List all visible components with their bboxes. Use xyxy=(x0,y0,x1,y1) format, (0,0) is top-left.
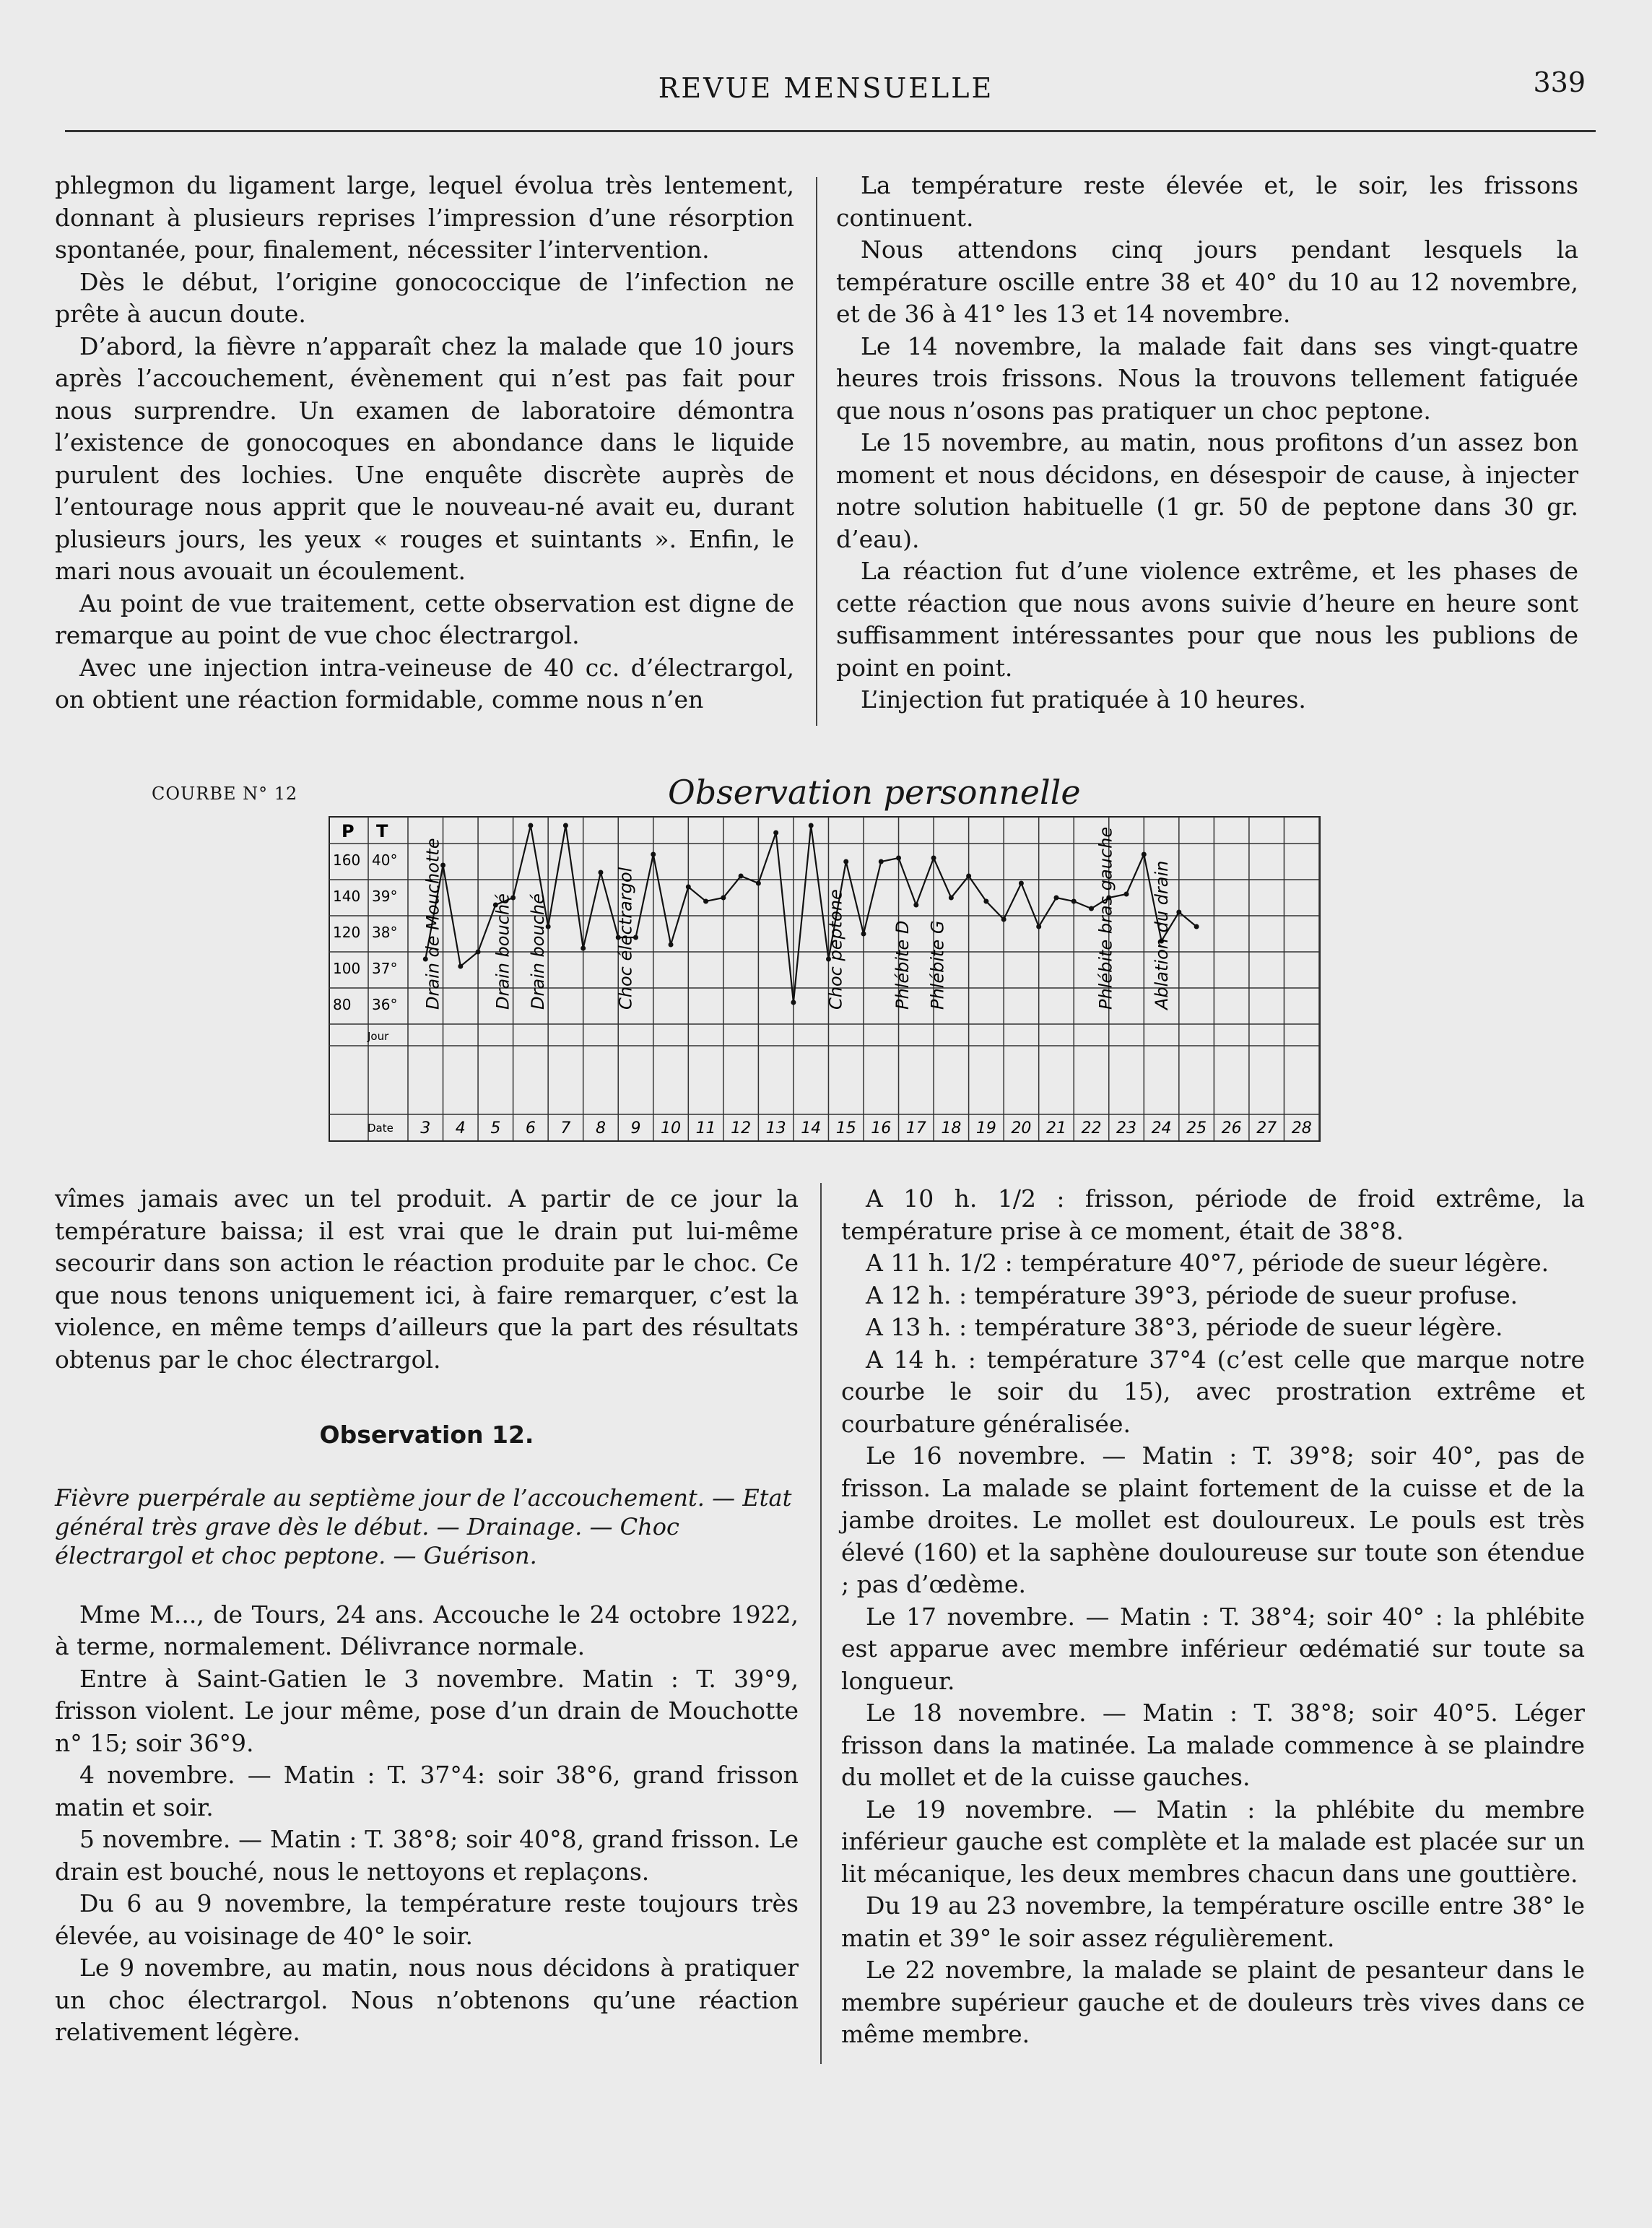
bottom-right-paragraph: A 10 h. 1/2 : frisson, période de froid extrême, la température prise à ce moment, était de 38°8. xyxy=(841,1184,1585,1245)
temperature-point xyxy=(756,881,761,886)
bottom-right-paragraph: Le 19 novembre. — Matin : la phlébite du membre inférieur gauche est complète et la malade est placée sur un lit mécanique, les deux membres chacun dans une gouttière. xyxy=(841,1795,1585,1888)
date-tick: 6 xyxy=(525,1119,536,1137)
column-separator-top xyxy=(816,177,817,726)
temperature-point xyxy=(598,870,603,875)
observation-heading: Observation 12. xyxy=(319,1421,534,1449)
bottom-right-paragraph: Du 19 au 23 novembre, la température oscille entre 38° le matin et 39° le soir assez régulièrement. xyxy=(841,1891,1585,1952)
date-tick: 26 xyxy=(1221,1119,1242,1137)
date-tick: 8 xyxy=(595,1119,606,1137)
date-tick: 3 xyxy=(420,1119,431,1137)
pulse-tick: 120 xyxy=(333,924,361,941)
temp-tick: 39° xyxy=(372,888,398,905)
temperature-point xyxy=(1001,917,1007,922)
top-left-paragraph: Au point de vue traitement, cette observation est digne de remarque au point de vue choc électrargol. xyxy=(55,589,794,649)
bottom-left-paragraph: 5 novembre. — Matin : T. 38°8; soir 40°8, grand frisson. Le drain est bouché, nous le nettoyons et replaçons. xyxy=(55,1825,799,1886)
chart-title: Observation personnelle xyxy=(668,773,1081,812)
temp-tick: 37° xyxy=(372,960,398,977)
bottom-left-paragraph: Du 6 au 9 novembre, la température reste toujours très élevée, au voisinage de 40° le soir. xyxy=(55,1889,799,1950)
date-label: Date xyxy=(368,1122,394,1135)
date-tick: 4 xyxy=(455,1119,466,1137)
bottom-left-paragraph: vîmes jamais avec un tel produit. A partir de ce jour la température baissa; il est vrai que le drain put lui-même secourir dans son action le réaction produite par le choc. Ce que nous tenons uniquement ici, à faire remarquer, c’est la violence, en même temps d’ailleurs que la part des résultats obtenus par le choc électrargol. xyxy=(55,1184,799,1374)
chart-annotation: Choc électrargol xyxy=(615,867,636,1010)
temperature-point xyxy=(476,950,481,955)
date-tick: 15 xyxy=(835,1119,856,1137)
header-rule xyxy=(65,130,1596,132)
top-left-column xyxy=(55,170,794,716)
top-right-paragraph: Le 14 novembre, la malade fait dans ses vingt-quatre heures trois frissons. Nous la trouvons tellement fatiguée que nous n’osons pas pratiquer un choc peptone. xyxy=(836,331,1578,425)
temperature-point xyxy=(686,885,691,890)
chart-number-label: COURBE N° 12 xyxy=(152,784,298,804)
top-left-paragraph: phlegmon du ligament large, lequel évolua très lentement, donnant à plusieurs reprises l’impression d’une résorption spontanée, pour, finalement, nécessiter l’intervention. xyxy=(55,171,794,264)
temperature-point xyxy=(703,899,708,904)
date-tick: 13 xyxy=(765,1119,786,1137)
date-tick: 25 xyxy=(1186,1119,1207,1137)
pulse-tick: 140 xyxy=(333,888,361,905)
temperature-point xyxy=(1036,924,1041,929)
pulse-tick: 80 xyxy=(333,996,352,1013)
bottom-right-paragraph: A 14 h. : température 37°4 (c’est celle que marque notre courbe le soir du 15), avec prostration extrême et courbature généralisée. xyxy=(841,1345,1585,1438)
bottom-left-paragraph: 4 novembre. — Matin : T. 37°4: soir 38°6, grand frisson matin et soir. xyxy=(55,1761,799,1821)
temperature-point xyxy=(931,856,936,861)
date-tick: 12 xyxy=(731,1119,752,1137)
bottom-right-paragraph: A 12 h. : température 39°3, période de sueur profuse. xyxy=(866,1280,1518,1309)
date-tick: 10 xyxy=(661,1119,682,1137)
temperature-point xyxy=(843,859,848,864)
temperature-point xyxy=(1019,881,1024,886)
date-tick: 17 xyxy=(905,1119,926,1137)
temperature-point xyxy=(983,899,988,904)
temp-header: T xyxy=(376,821,388,841)
temperature-point xyxy=(1053,896,1058,901)
temperature-point xyxy=(1142,852,1147,857)
temperature-point xyxy=(563,823,568,828)
temp-tick: 40° xyxy=(372,851,398,869)
bottom-left-paragraph: Le 9 novembre, au matin, nous nous décidons à pratiquer un choc électrargol. Nous n’obtenons qu’une réaction relativement légère. xyxy=(55,1954,799,2046)
bottom-right-paragraph: Le 16 novembre. — Matin : T. 39°8; soir 40°, pas de frisson. La malade se plaint fortement de la cuisse et de la jambe droites. Le mollet est douloureux. Le pouls est très élevé (160) et la saphène douloureuse sur toute son étendue ; pas d’œdème. xyxy=(841,1442,1585,1598)
bottom-right-paragraph: Le 17 novembre. — Matin : T. 38°4; soir 40° : la phlébite est apparue avec membre inférieur œdématié sur toute sa longueur. xyxy=(841,1602,1585,1695)
top-right-paragraph: Le 15 novembre, au matin, nous profitons d’un assez bon moment et nous décidons, en désespoir de cause, à injecter notre solution habituelle (1 gr. 50 de peptone dans 30 gr. d’eau). xyxy=(836,428,1578,553)
temperature-point xyxy=(669,942,674,948)
chart-annotation: Phlébite bras gauche xyxy=(1095,826,1116,1010)
chart-annotation: Ablation du drain xyxy=(1152,860,1173,1010)
temperature-point xyxy=(913,903,918,908)
page-number: 339 xyxy=(1533,66,1586,98)
top-right-column xyxy=(836,170,1578,716)
running-header: REVUE MENSUELLE xyxy=(658,72,994,104)
top-left-paragraph: Avec une injection intra-veineuse de 40 cc. d’électrargol, on obtient une réaction formidable, comme nous n’en xyxy=(55,653,794,714)
temperature-point xyxy=(651,852,656,857)
date-tick: 7 xyxy=(560,1119,571,1137)
date-tick: 22 xyxy=(1081,1119,1102,1137)
bottom-right-column xyxy=(841,1183,1585,2051)
column-separator-bottom xyxy=(820,1183,822,2064)
bottom-right-paragraph: A 11 h. 1/2 : température 40°7, période de sueur légère. xyxy=(866,1249,1549,1277)
top-left-paragraph: D’abord, la fièvre n’apparaît chez la malade que 10 jours après l’accouchement, évènement qui n’est pas fait pour nous surprendre. Un examen de laboratoire démontra l’existence de gonocoques en abondance dans le liquide purulent des lochies. Une enquête discrète auprès de l’entourage nous apprit que le nouveau-né avait eu, durant plusieurs jours, les yeux « rouges et suintants ». Enfin, le mari nous avouait un écoulement. xyxy=(55,331,794,585)
bottom-left-paragraph: Entre à Saint-Gatien le 3 novembre. Matin : T. 39°9, frisson violent. Le jour même, pose d’un drain de Mouchotte n° 15; soir 36°9. xyxy=(55,1664,799,1757)
temperature-point xyxy=(1176,910,1181,915)
chart-annotation: Drain bouché xyxy=(492,893,513,1010)
temp-tick: 36° xyxy=(372,996,398,1013)
date-tick: 11 xyxy=(695,1119,716,1137)
temperature-point xyxy=(721,896,726,901)
temperature-point xyxy=(966,874,971,879)
chart-annotation: Phlébite D xyxy=(892,920,913,1010)
temperature-point xyxy=(896,856,901,861)
chart-annotation: Drain de Mouchotte xyxy=(422,838,443,1010)
bottom-right-paragraph: A 13 h. : température 38°3, période de sueur légère. xyxy=(866,1313,1503,1341)
temperature-point xyxy=(861,932,866,937)
observation-subtitle: Fièvre puerpérale au septième jour de l’accouchement. — Etat général très grave dès le début. — Drainage. — Choc électrargol et choc peptone. — Guérison. xyxy=(55,1483,792,1569)
date-tick: 14 xyxy=(801,1119,822,1137)
date-tick: 20 xyxy=(1011,1119,1032,1137)
bottom-left-column xyxy=(55,1183,799,2049)
chart-annotation: Phlébite G xyxy=(927,920,948,1010)
date-tick: 18 xyxy=(941,1119,962,1137)
top-right-paragraph: La température reste élevée et, le soir, les frissons continuent. xyxy=(836,171,1578,232)
top-right-paragraph: Nous attendons cinq jours pendant lesquels la température oscille entre 38 et 40° du 10 au 12 novembre, et de 36 à 41° les 13 et 14 novembre. xyxy=(836,235,1578,328)
top-right-paragraph: La réaction fut d’une violence extrême, et les phases de cette réaction que nous avons suivie d’heure en heure sont suffisamment intéressantes pour que nous les publions de point en point. xyxy=(836,557,1578,682)
date-tick: 23 xyxy=(1116,1119,1137,1137)
temperature-point xyxy=(809,823,814,828)
top-left-paragraph: Dès le début, l’origine gonococcique de l’infection ne prête à aucun doute. xyxy=(55,267,794,328)
temp-tick: 38° xyxy=(372,924,398,941)
temperature-point xyxy=(879,859,884,864)
date-tick: 28 xyxy=(1291,1119,1312,1137)
chart-annotation: Drain bouché xyxy=(528,893,549,1010)
temperature-point xyxy=(1089,906,1094,911)
date-tick: 24 xyxy=(1151,1119,1172,1137)
temperature-point xyxy=(1194,924,1199,929)
temperature-point xyxy=(773,831,778,836)
chart-annotation: Choc peptone xyxy=(825,889,846,1010)
jour-label: Jour xyxy=(368,1030,389,1043)
temperature-chart xyxy=(329,816,1325,1145)
temperature-point xyxy=(1071,899,1077,904)
date-tick: 5 xyxy=(490,1119,501,1137)
bottom-right-paragraph: Le 18 novembre. — Matin : T. 38°8; soir 40°5. Léger frisson dans la matinée. La malade commence à se plaindre du mollet et de la cuisse gauches. xyxy=(841,1699,1585,1791)
bottom-right-paragraph: Le 22 novembre, la malade se plaint de pesanteur dans le membre supérieur gauche et de douleurs très vives dans ce même membre. xyxy=(841,1956,1585,2048)
temperature-point xyxy=(528,823,533,828)
temperature-point xyxy=(1124,892,1129,897)
date-tick: 21 xyxy=(1045,1119,1066,1137)
pulse-header: P xyxy=(342,821,355,841)
date-tick: 19 xyxy=(975,1119,996,1137)
date-tick: 16 xyxy=(871,1119,892,1137)
date-tick: 9 xyxy=(630,1119,641,1137)
temperature-point xyxy=(458,964,463,969)
pulse-tick: 100 xyxy=(333,960,361,977)
temperature-point xyxy=(739,874,744,879)
pulse-tick: 160 xyxy=(333,851,361,869)
top-right-paragraph: L’injection fut pratiquée à 10 heures. xyxy=(861,685,1306,714)
temperature-point xyxy=(949,896,954,901)
date-tick: 27 xyxy=(1256,1119,1277,1137)
bottom-left-paragraph: Mme M..., de Tours, 24 ans. Accouche le 24 octobre 1922, à terme, normalement. Délivrance normale. xyxy=(55,1600,799,1660)
temperature-point xyxy=(791,1000,796,1005)
temperature-point xyxy=(581,946,586,951)
